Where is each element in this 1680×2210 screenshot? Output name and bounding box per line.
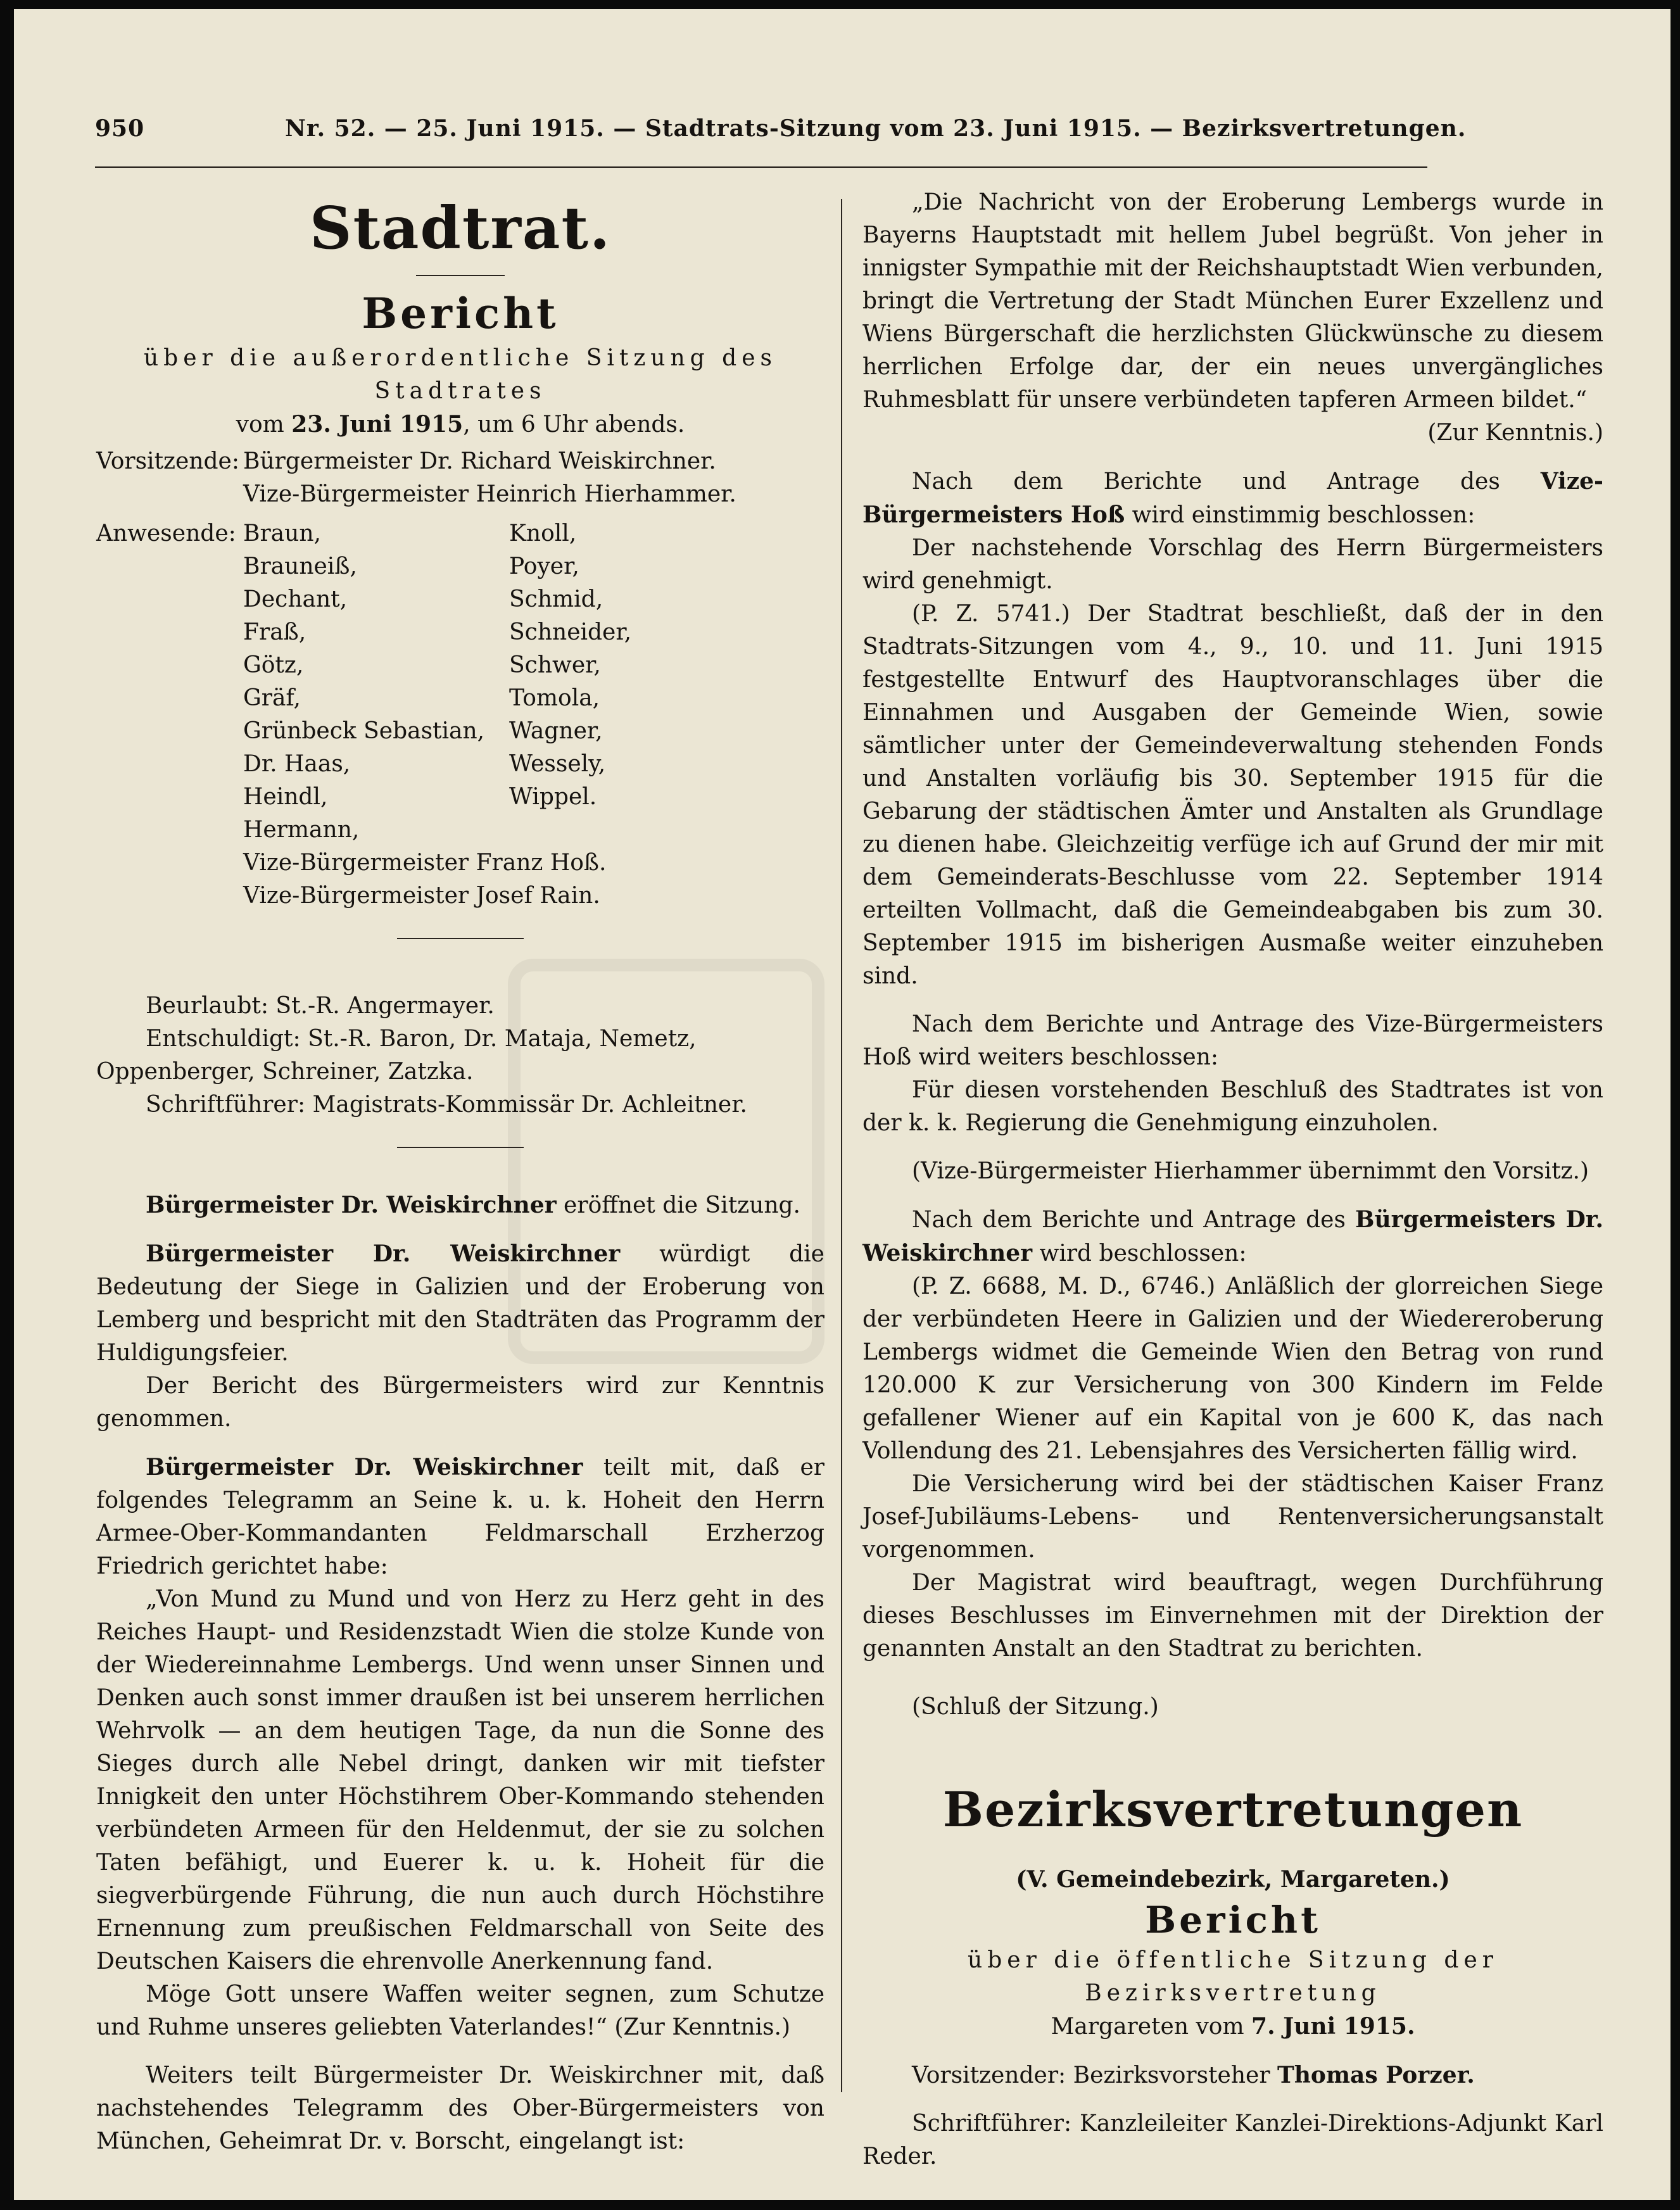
telegram-quote: „Von Mund zu Mund und von Herz zu Herz geht in des Reiches Haupt- und Residenzstadt Wien die stolze Kunde von der Wiedereinnahme Lembergs. Und wenn unser Sinnen und Denken auch sonst immer draußen ist bei unserem herrlichen Wehrvolk — an dem heutigen Tage, da nun die Sonne des Sieges durch alle Nebel dringt, danken wir mit tiefster Innigkeit den unter Höchstihrem Ober-Kommando stehenden verbündeten Armeen für den Heldenmut, der sie zu solchen Taten befähigt, und Euerer k. u. k. Hoheit für die siegverbürgende Führung, die nun auch durch Höchstihre Ernennung zum preußischen Feldmarschall von Seite des Deutschen Kaisers die ehrenvolle Anerkennung fand. (96, 1586, 824, 1974)
secretary-line: Schriftführer: Kanzleileiter Kanzlei-Direktions-Adjunkt Karl Reder. (862, 2111, 1603, 2169)
running-title: Nr. 52. — 25. Juni 1915. — Stadtrats-Sitzung vom 23. Juni 1915. — Bezirksvertretungen. (285, 115, 1467, 142)
present-vize-2: Vize-Bürgermeister Josef Rain. (243, 883, 600, 909)
divider-rule (397, 938, 524, 939)
present-name: Poyer, (509, 553, 579, 579)
divider-rule (397, 1147, 524, 1148)
chair-change-note: (Vize-Bürgermeister Hierhammer übernimmt den Vorsitz.) (912, 1158, 1589, 1184)
present-name: Schmid, (509, 586, 603, 612)
munich-telegram: „Die Nachricht von der Eroberung Lembergs wurde in Bayerns Hauptstadt mit hellem Jubel begrüßt. Von jeher in innigster Sympathie mit der Reichshauptstadt Wien verbunden, bringt die Vertretung der Stadt München Eurer Exzellenz und Wiens Bürgerschaft die herzlichsten Glückwünsche zu diesem herrlichen Erfolge dar, der ein neues unvergängliches Ruhmesblatt für unsere verbündeten tapferen Armeen bildet.“ (862, 189, 1603, 413)
present-name: Wessely, (509, 751, 606, 777)
paragraph: Der Magistrat wird beauftragt, wegen Durchführung dieses Beschlusses im Einvernehmen mit der Direktion der genannten Anstalt an den Stadtrat zu berichten. (862, 1570, 1603, 1662)
resolution-text: (P. Z. 6688, M. D., 6746.) Anläßlich der glorreichen Siege der verbündeten Heere in Galizien und der Wiedereroberung Lembergs widmet die Gemeinde Wien den Betrag von rund 120.000 K zur Versicherung von 300 Kindern im Felde gefallener Wiener auf ein Kapital von je 600 K, das nach Vollendung des 21. Lebensjahres des Versicherten fällig wird. (862, 1273, 1603, 1464)
paragraph: Nach dem Berichte und Antrage des Vize-Bürgermeisters Hoß wird weiters beschlossen: (862, 1011, 1603, 1070)
present-name: Dechant, (243, 586, 348, 612)
report-date: 7. Juni 1915. (1251, 2013, 1415, 2040)
present-name: Götz, (243, 652, 304, 678)
chair-block (96, 445, 824, 511)
present-name: Grünbeck Sebastian, (243, 718, 485, 744)
title-rule (416, 275, 505, 276)
present-block (96, 517, 824, 912)
present-name: Tomola, (509, 685, 600, 711)
present-name: Fraß, (243, 619, 306, 645)
paragraph: Die Versicherung wird bei der städtischen Kaiser Franz Josef-Jubiläums-Lebens- und Rentenversicherungsanstalt vorgenommen. (862, 1471, 1603, 1563)
chair-label: Vorsitzende: (96, 448, 239, 474)
present-name: Knoll, (509, 521, 577, 546)
present-names (243, 517, 775, 847)
paragraph: Bürgermeister Dr. Weiskirchner würdigt die Bedeutung der Siege in Galizien und der Eroberung von Lemberg und bespricht mit den Stadträten das Programm der Huldigungsfeier. (96, 1241, 824, 1366)
present-name: Schwer, (509, 652, 601, 678)
left-column (96, 186, 824, 2158)
present-name: Heindl, (243, 784, 328, 810)
paragraph: Für diesen vorstehenden Beschluß des Stadtrates ist von der k. k. Regierung die Genehmigung einzuholen. (862, 1077, 1603, 1136)
present-col-2 (509, 517, 775, 847)
page-header (95, 115, 1467, 153)
paragraph: Bürgermeister Dr. Weiskirchner teilt mit, daß er folgendes Telegramm an Seine k. u. k. Hoheit den Herrn Armee-Ober-Kommandanten Feldmarschall Erzherzog Friedrich gerichtet habe: (96, 1454, 824, 1579)
paragraph: Bürgermeister Dr. Weiskirchner eröffnet die Sitzung. (146, 1192, 800, 1218)
report-subtitle: über die außerordentliche Sitzung des Stadtrates (143, 345, 777, 404)
present-name: Gräf, (243, 685, 301, 711)
present-col-1 (243, 517, 509, 847)
column-separator (841, 199, 842, 2092)
section-title-stadtrat: Stadtrat. (310, 194, 611, 262)
present-name: Brauneiß, (243, 553, 357, 579)
report-date-line: Margareten vom 7. Juni 1915. (1051, 2013, 1415, 2040)
leave-line: Beurlaubt: St.-R. Angermayer. (146, 993, 495, 1019)
paragraph: Der Bericht des Bürgermeisters wird zur Kenntnis genommen. (96, 1373, 824, 1432)
present-vize-1: Vize-Bürgermeister Franz Hoß. (243, 850, 607, 876)
present-name: Wippel. (509, 784, 597, 810)
session-close: (Schluß der Sitzung.) (912, 1694, 1159, 1720)
report-subtitle: über die öffentliche Sitzung der Bezirksvertretung (968, 1947, 1498, 2006)
present-label: Anwesende: (96, 521, 236, 546)
excused-line-2: Oppenberger, Schreiner, Zatzka. (96, 1059, 474, 1085)
chair-line: Vorsitzender: Bezirksvorsteher Thomas Porzer. (912, 2062, 1475, 2088)
chair-1: Bürgermeister Dr. Richard Weiskirchner. (243, 448, 716, 474)
present-name: Schneider, (509, 619, 632, 645)
present-name: Hermann, (243, 817, 360, 843)
district-label: (V. Gemeindebezirk, Margareten.) (1016, 1866, 1450, 1893)
newspaper-page (14, 9, 1671, 2200)
present-name: Braun, (243, 521, 321, 546)
excused-line: Entschuldigt: St.-R. Baron, Dr. Mataja, Nemetz, (146, 1026, 697, 1052)
chair-2: Vize-Bürgermeister Heinrich Hierhammer. (243, 481, 736, 507)
report-title: Bericht (362, 289, 559, 338)
secretary-line: Schriftführer: Magistrats-Kommissär Dr. Achleitner. (146, 1092, 747, 1118)
header-rule (95, 166, 1427, 168)
paragraph: Weiters teilt Bürgermeister Dr. Weiskirchner mit, daß nachstehendes Telegramm des Ober-Bürgermeisters von München, Geheimrat Dr. v. Borscht, eingelangt ist: (96, 2062, 824, 2154)
paragraph: Der nachstehende Vorschlag des Herrn Bürgermeisters wird genehmigt. (862, 535, 1603, 594)
report-title: Bericht (1145, 1898, 1321, 1942)
paragraph: Nach dem Berichte und Antrage des Bürgermeisters Dr. Weiskirchner wird beschlossen: (862, 1206, 1603, 1266)
present-name: Wagner, (509, 718, 603, 744)
page-number: 950 (95, 115, 145, 142)
telegram-quote-end: Möge Gott unsere Waffen weiter segnen, zum Schutze und Ruhme unseres geliebten Vaterlandes!“ (Zur Kenntnis.) (96, 1981, 824, 2040)
present-name: Dr. Haas, (243, 751, 351, 777)
note: (Zur Kenntnis.) (1427, 420, 1603, 446)
resolution-text: (P. Z. 5741.) Der Stadtrat beschließt, daß der in den Stadtrats-Sitzungen vom 4., 9., 10. und 11. Juni 1915 festgestellte Entwurf des Hauptvoranschlages über die Einnahmen und Ausgaben der Gemeinde Wien, sowie sämtlicher unter der Gemeindeverwaltung stehenden Fonds und Anstalten vorläufig bis 30. September 1915 für die Gebarung der städtischen Ämter und Anstalten als Grundlage zu dienen habe. Gleichzeitig verfüge ich auf Grund der mir mit dem Gemeinderats-Beschlusse vom 22. September 1914 erteilten Vollmacht, daß die Gemeindeabgaben bis zum 30. September 1915 im bisherigen Ausmaße weiter einzuheben sind. (862, 601, 1603, 989)
section-title-bezirksvertretungen: Bezirksvertretungen (942, 1781, 1524, 1838)
report-date-line: vom 23. Juni 1915, um 6 Uhr abends. (236, 411, 685, 438)
report-date: 23. Juni 1915 (291, 411, 464, 438)
right-column (862, 186, 1603, 2173)
paragraph: Nach dem Berichte und Antrage des Vize-Bürgermeisters Hoß wird einstimmig beschlossen: (862, 468, 1603, 528)
